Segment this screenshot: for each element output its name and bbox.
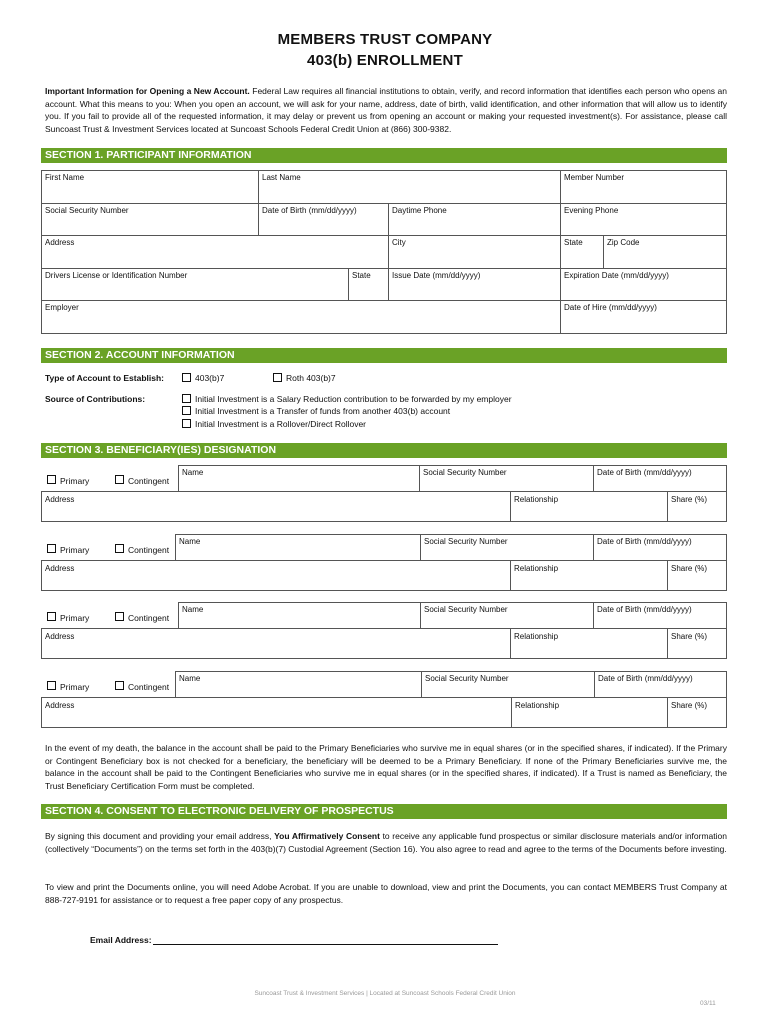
beneficiary-share-field[interactable]: Share (%) bbox=[671, 701, 708, 710]
roth-403b7-option-label: Roth 403(b)7 bbox=[286, 373, 336, 383]
form-title-line1: MEMBERS TRUST COMPANY bbox=[277, 31, 493, 48]
ssn-field[interactable]: Social Security Number bbox=[45, 206, 129, 215]
beneficiary-name-field[interactable]: Name bbox=[182, 605, 204, 614]
contingent-checkbox[interactable] bbox=[115, 612, 124, 621]
beneficiary-relationship-field[interactable]: Relationship bbox=[514, 495, 559, 504]
city-field[interactable]: City bbox=[392, 238, 406, 247]
beneficiary-name-field[interactable]: Name bbox=[182, 468, 204, 477]
beneficiary-share-field[interactable]: Share (%) bbox=[671, 564, 708, 573]
address-field[interactable]: Address bbox=[45, 238, 75, 247]
intro-lead: Important Information for Opening a New Account. bbox=[45, 86, 250, 96]
403b7-checkbox[interactable] bbox=[182, 373, 191, 382]
salary-reduction-label: Initial Investment is a Salary Reduction contribution to be forwarded by my employer bbox=[195, 394, 512, 404]
footer-text: Suncoast Trust & Investment Services | Located at Suncoast Schools Federal Credit Union bbox=[254, 990, 516, 997]
beneficiary-name-field[interactable]: Name bbox=[179, 537, 201, 546]
expiration-date-field[interactable]: Expiration Date (mm/dd/yyyy) bbox=[564, 271, 669, 280]
consent-text-a: By signing this document and providing your email address, bbox=[45, 831, 275, 841]
beneficiary-address-field[interactable]: Address bbox=[45, 564, 75, 573]
roth-403b7-checkbox[interactable] bbox=[273, 373, 282, 382]
dob-field[interactable]: Date of Birth (mm/dd/yyyy) bbox=[262, 206, 357, 215]
intro-paragraph bbox=[45, 85, 727, 135]
contingent-checkbox[interactable] bbox=[115, 681, 124, 690]
contingent-checkbox[interactable] bbox=[115, 544, 124, 553]
form-code: 03/11 bbox=[700, 1000, 716, 1007]
beneficiary-relationship-field[interactable]: Relationship bbox=[514, 564, 559, 573]
intro-body: Federal Law requires all financial institutions to obtain, verify, and record information that identifies each person who opens an account. What this means to you: When you open an account, we will ask for your name, address, date of birth, valid identification, and other information that will allow us to identify you. If you fail to provide all of the requested information, it may delay or prevent us from opening an account or making your requested investment(s). For assistance, please call Suncoast Trust & Investment Services located at Suncoast Schools Federal Credit Union at (866) 300-9382. bbox=[45, 86, 727, 134]
contingent-label: Contingent bbox=[128, 613, 170, 623]
beneficiary-ssn-field[interactable]: Social Security Number bbox=[425, 674, 509, 683]
beneficiary-address-field[interactable]: Address bbox=[45, 495, 75, 504]
contingent-label: Contingent bbox=[128, 476, 170, 486]
primary-label: Primary bbox=[60, 545, 90, 555]
beneficiary-share-field[interactable]: Share (%) bbox=[671, 632, 708, 641]
section2-header: SECTION 2. ACCOUNT INFORMATION bbox=[41, 348, 727, 363]
evening-phone-field[interactable]: Evening Phone bbox=[564, 206, 619, 215]
salary-reduction-checkbox[interactable] bbox=[182, 394, 191, 403]
beneficiary-ssn-field[interactable]: Social Security Number bbox=[424, 605, 508, 614]
consent-text-c: to receive any applicable fund prospectus or similar disclosure materials and/or information (collectively “Documents”) on the terms set forth in the 403(b)(7) Custodial Agreement (Section 16). You also agree to read and agree to the terms of the Documents before investing. bbox=[45, 831, 727, 854]
contingent-checkbox[interactable] bbox=[115, 475, 124, 484]
form-title-line2: 403(b) ENROLLMENT bbox=[307, 52, 463, 69]
beneficiary-name-field[interactable]: Name bbox=[179, 674, 201, 683]
license-number-field[interactable]: Drivers License or Identification Number bbox=[45, 271, 188, 280]
beneficiary-dob-field[interactable]: Date of Birth (mm/dd/yyyy) bbox=[597, 537, 692, 546]
contingent-label: Contingent bbox=[128, 545, 170, 555]
beneficiary-share-field[interactable]: Share (%) bbox=[671, 495, 708, 504]
employer-field[interactable]: Employer bbox=[45, 303, 79, 312]
beneficiary-dob-field[interactable]: Date of Birth (mm/dd/yyyy) bbox=[598, 674, 693, 683]
email-address-input[interactable] bbox=[153, 944, 498, 945]
beneficiary-address-field[interactable]: Address bbox=[45, 632, 75, 641]
section1-header: SECTION 1. PARTICIPANT INFORMATION bbox=[41, 148, 727, 163]
primary-checkbox[interactable] bbox=[47, 681, 56, 690]
transfer-label: Initial Investment is a Transfer of funds from another 403(b) account bbox=[195, 406, 451, 416]
primary-checkbox[interactable] bbox=[47, 612, 56, 621]
last-name-field[interactable]: Last Name bbox=[262, 173, 301, 182]
contingent-label: Contingent bbox=[128, 682, 170, 692]
beneficiary-dob-field[interactable]: Date of Birth (mm/dd/yyyy) bbox=[597, 605, 692, 614]
zip-code-field[interactable]: Zip Code bbox=[607, 238, 640, 247]
consent-emphasis: You Affirmatively Consent bbox=[274, 831, 380, 841]
daytime-phone-field[interactable]: Daytime Phone bbox=[392, 206, 447, 215]
beneficiary-ssn-field[interactable]: Social Security Number bbox=[424, 537, 508, 546]
beneficiary-dob-field[interactable]: Date of Birth (mm/dd/yyyy) bbox=[597, 468, 692, 477]
issue-date-field[interactable]: Issue Date (mm/dd/yyyy) bbox=[392, 271, 481, 280]
403b7-option-label: 403(b)7 bbox=[195, 373, 225, 383]
primary-label: Primary bbox=[60, 613, 90, 623]
section3-header: SECTION 3. BENEFICIARY(IES) DESIGNATION bbox=[41, 443, 727, 458]
beneficiary-ssn-field[interactable]: Social Security Number bbox=[423, 468, 507, 477]
beneficiary-relationship-field[interactable]: Relationship bbox=[514, 632, 559, 641]
member-number-field[interactable]: Member Number bbox=[564, 173, 625, 182]
state-field[interactable]: State bbox=[564, 238, 583, 247]
beneficiary-note: In the event of my death, the balance in the account shall be paid to the Primary Beneficiaries who survive me in equal shares (or in the specified shares, if indicated). If the Primary or Contingent Beneficiary box is not checked for a beneficiary, the beneficiary will be deemed to be a Primary Beneficiary. If none of the Primary Beneficiaries survive me, the balance in the account shall be paid to the Contingent Beneficiaries who survive me in equal shares (or in the specified shares, if indicated). If a Trust is named as Beneficiary, the Trust Beneficiary Certification Form must be completed. bbox=[45, 743, 727, 791]
account-type-label: Type of Account to Establish: bbox=[45, 373, 165, 383]
consent-paragraph bbox=[45, 830, 727, 855]
contribution-source-label: Source of Contributions: bbox=[45, 394, 146, 404]
first-name-field[interactable]: First Name bbox=[45, 173, 85, 182]
primary-label: Primary bbox=[60, 682, 90, 692]
id-state-field[interactable]: State bbox=[352, 271, 371, 280]
rollover-checkbox[interactable] bbox=[182, 419, 191, 428]
acrobat-paragraph: To view and print the Documents online, you will need Adobe Acrobat. If you are unable to download, view and print the Documents, you can contact MEMBERS Trust Company at 888-727-9191 for assistance or to request a free paper copy of any prospectus. bbox=[45, 882, 727, 905]
rollover-label: Initial Investment is a Rollover/Direct Rollover bbox=[195, 419, 367, 429]
date-of-hire-field[interactable]: Date of Hire (mm/dd/yyyy) bbox=[564, 303, 657, 312]
primary-checkbox[interactable] bbox=[47, 544, 56, 553]
transfer-checkbox[interactable] bbox=[182, 406, 191, 415]
primary-checkbox[interactable] bbox=[47, 475, 56, 484]
beneficiary-relationship-field[interactable]: Relationship bbox=[515, 701, 560, 710]
beneficiary-address-field[interactable]: Address bbox=[45, 701, 75, 710]
email-address-label: Email Address: bbox=[90, 935, 152, 945]
primary-label: Primary bbox=[60, 476, 90, 486]
section4-header: SECTION 4. CONSENT TO ELECTRONIC DELIVERY OF PROSPECTUS bbox=[41, 804, 727, 819]
